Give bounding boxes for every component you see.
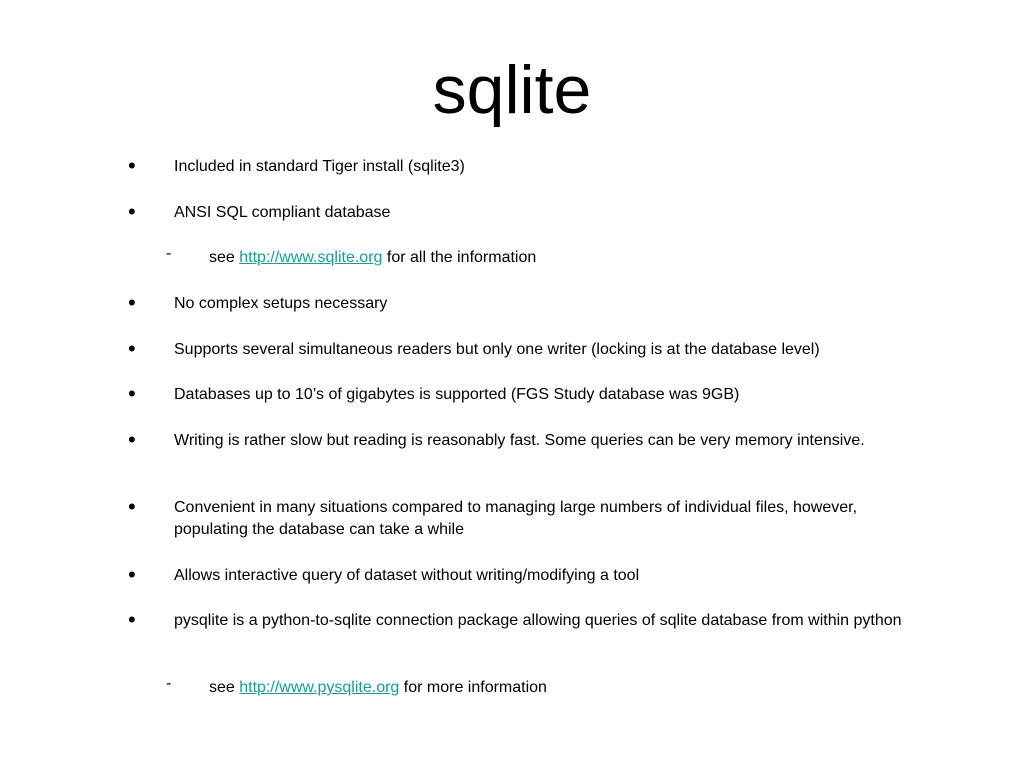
bullet-item: pysqlite is a python-to-sqlite connection package allowing queries of sqlite database from within python bbox=[174, 612, 902, 629]
bullet-icon: • bbox=[128, 607, 136, 632]
sub-bullet-prefix: see bbox=[209, 249, 240, 266]
bullet-item: Convenient in many situations compared to managing large numbers of individual files, however, populating the database can take a while bbox=[174, 499, 858, 538]
sub-bullet-item bbox=[209, 677, 909, 699]
sub-bullet-icon: - bbox=[166, 245, 172, 262]
sub-bullet-prefix: see bbox=[209, 679, 240, 696]
bullet-item: Databases up to 10’s of gigabytes is supported (FGS Study database was 9GB) bbox=[174, 386, 740, 403]
bullet-item: ANSI SQL compliant database bbox=[174, 204, 391, 221]
bullet-item: Included in standard Tiger install (sqlite3) bbox=[174, 158, 465, 175]
sub-bullet-suffix: for all the information bbox=[382, 249, 537, 266]
bullet-item: Supports several simultaneous readers but only one writer (locking is at the database level) bbox=[174, 341, 820, 358]
sqlite-link[interactable]: http://www.sqlite.org bbox=[239, 249, 383, 266]
bullet-icon: • bbox=[128, 427, 136, 452]
slide-title: sqlite bbox=[432, 52, 592, 128]
bullet-icon: • bbox=[128, 153, 136, 178]
bullet-icon: • bbox=[128, 381, 136, 406]
bullet-icon: • bbox=[128, 494, 136, 519]
bullet-item: Writing is rather slow but reading is reasonably fast. Some queries can be very memory intensive. bbox=[174, 432, 865, 449]
bullet-icon: • bbox=[128, 290, 136, 315]
sub-bullet-icon: - bbox=[166, 675, 172, 692]
bullet-item: Allows interactive query of dataset without writing/modifying a tool bbox=[174, 567, 640, 584]
sub-bullet-item bbox=[209, 247, 909, 269]
bullet-icon: • bbox=[128, 336, 136, 361]
pysqlite-link[interactable]: http://www.pysqlite.org bbox=[239, 679, 400, 696]
sub-bullet-suffix: for more information bbox=[399, 679, 547, 696]
bullet-icon: • bbox=[128, 562, 136, 587]
bullet-item: No complex setups necessary bbox=[174, 295, 388, 312]
bullet-icon: • bbox=[128, 199, 136, 224]
